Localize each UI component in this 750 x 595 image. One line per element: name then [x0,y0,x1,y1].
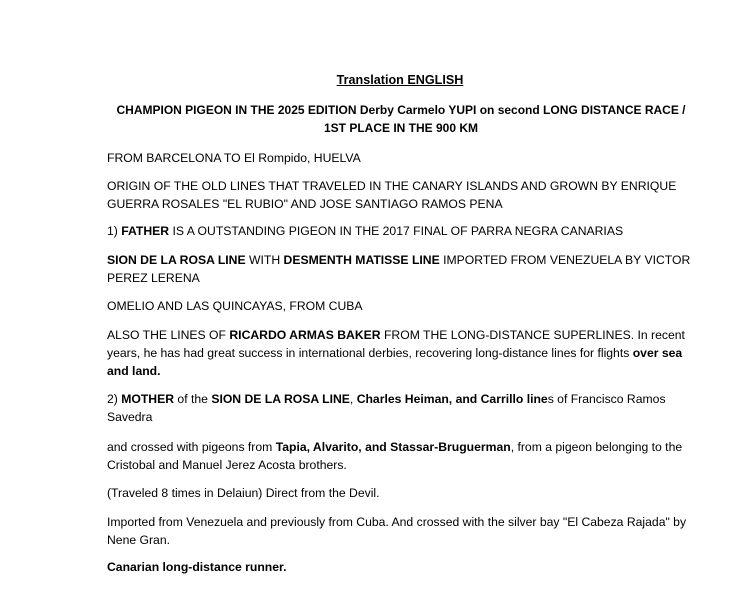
paragraph-crossed [107,438,697,474]
bold-text: SION DE LA ROSA LINE [211,392,350,406]
text-run: IS A OUTSTANDING PIGEON IN THE 2017 FINAL OF PARRA NEGRA CANARIAS [169,224,624,238]
text-run: WITH [245,253,284,267]
document-title: Translation ENGLISH [336,73,464,87]
text-run: , from a pigeon belonging to the Cristobal and Manuel Jerez Acosta brothers. [107,440,683,472]
paragraph-cuba: OMELIO AND LAS QUINCAYAS, FROM CUBA [107,299,363,313]
bold-text: MOTHER [121,392,175,406]
text-run: 2) [107,392,122,406]
bold-text: DESMENTH MATISSE LINE [283,253,440,267]
paragraph-mother [107,390,697,426]
bold-text: Charles Heiman, and Carrillo line [356,392,548,406]
text-run: ALSO THE LINES OF [107,328,230,342]
bold-text: over sea and land. [107,346,683,378]
paragraph-armas-baker [107,326,697,380]
text-run: 1) [107,224,122,238]
bold-text: Tapia, Alvarito, and Stassar-Bruguerman [275,440,511,454]
text-run: FROM THE LONG-DISTANCE SUPERLINES. In recent years, he has had great success in international derbies, recovering long-distance lines for flights [107,328,685,360]
paragraph-traveled: (Traveled 8 times in Delaiun) Direct from the Devil. [107,486,380,500]
paragraph-father-lines [107,251,697,287]
paragraph-imported: Imported from Venezuela and previously from Cuba. And crossed with the silver bay "El Cabeza Rajada" by Nene Gran. [107,515,687,547]
paragraph-runner: Canarian long-distance runner. [107,560,287,574]
text-run: s of Francisco Ramos Savedra [107,392,666,424]
bold-text: RICARDO ARMAS BAKER [229,328,381,342]
bold-text: SION DE LA ROSA LINE [107,253,246,267]
document-subtitle: CHAMPION PIGEON IN THE 2025 EDITION Derby Carmelo YUPI on second LONG DISTANCE RACE / 1ST PLACE IN THE 900 KM [116,103,686,135]
text-run: , [349,392,357,406]
paragraph-origin: ORIGIN OF THE OLD LINES THAT TRAVELED IN THE CANARY ISLANDS AND GROWN BY ENRIQUE GUERRA ROSALES "EL RUBIO" AND JOSE SANTIAGO RAMOS PENA [107,179,677,211]
text-run: of the [174,392,212,406]
bold-text: FATHER [121,224,170,238]
text-run: IMPORTED FROM VENEZUELA BY VICTOR PEREZ LERENA [107,253,691,285]
paragraph-father [107,222,697,240]
text-run: and crossed with pigeons from [107,440,276,454]
paragraph-route: FROM BARCELONA TO El Rompido, HUELVA [107,151,361,165]
